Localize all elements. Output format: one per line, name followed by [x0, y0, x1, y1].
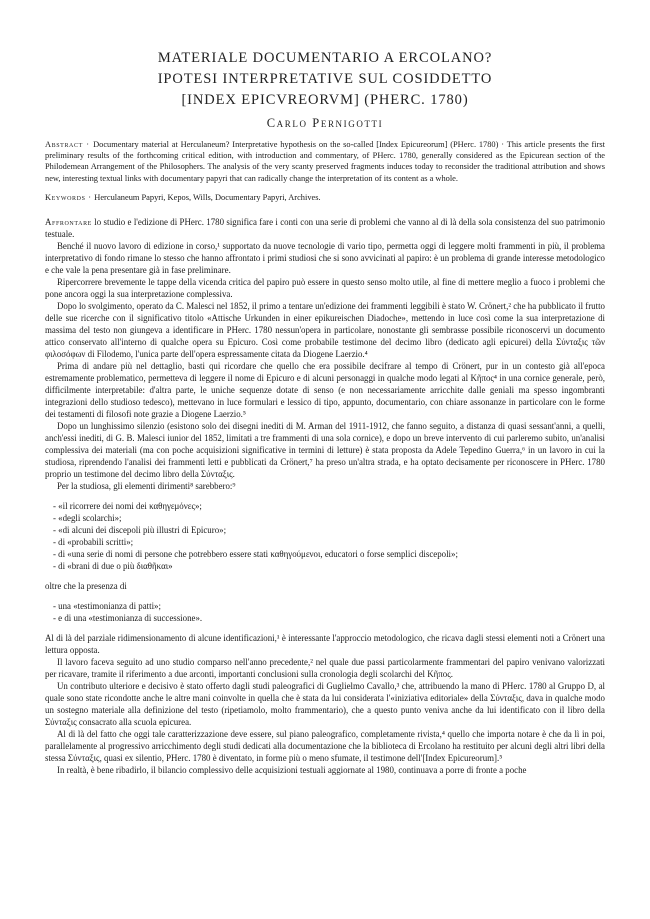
abstract	[45, 139, 605, 184]
paragraph: Prima di andare più nel dettaglio, basti qui ricordare che quello che era possibile decifrare al tempo di Crönert, pur in un contesto già all'epoca estremamente problematico, permetteva di leggere il nome di Epicuro e di alcuni personaggi in qualche modo legati al Κῆπος⁴ in una cornice generale, però, difficilmente interpretabile: d'altra parte, le uniche sequenze dotate di senso (e non necessariamente arricchite dalle geniali ma spesso ingombranti integrazioni dello studioso tedesco), mettevano in luce formulari e lessico di tipo, appunto, documentario, con chiare assonanze in particolare con le forme dei testamenti di filosofi note grazie a Diogene Laerzio.⁵	[45, 360, 605, 419]
keywords	[45, 192, 605, 203]
article-title	[45, 48, 605, 111]
list-item: - una «testimonianza di patti»;	[53, 600, 161, 611]
title-line-2: IPOTESI INTERPRETATIVE SUL COSIDDETTO	[157, 71, 493, 87]
list-item: - di «una serie di nomi di persone che potrebbero essere stati καθηγούμενοι, educatori o forse semplici discepoli»;	[53, 548, 458, 559]
list-item: - «il ricorrere dei nomi dei καθηγεμόνες»;	[53, 500, 202, 511]
keywords-text: Herculaneum Papyri, Kepos, Wills, Documentary Papyri, Archives.	[94, 192, 321, 202]
paragraph: Dopo un lunghissimo silenzio (esistono solo dei disegni inediti di M. Arman del 1911-1912, che fanno seguito, a distanza di quasi sessant'anni, a quelli, anch'essi inediti, di G. B. Malesci iunior del 1852, limitati a tre frammenti di una sola cornice), e dopo un breve intervento di cui parleremo subito, un'analisi complessiva dei materiali (ma con poche acquisizioni significative in termini di letture) è stata proposta da Adele Tepedino Guerra,⁶ in un lavoro in cui la studiosa, riprendendo l'analisi dei frammenti letti e pubblicati da Crönert,⁷ ha preso un'altra strada, e ha optato decisamente per riconoscere in PHerc. 1780 proprio un testimone del decimo libro della Σύνταξις.	[45, 420, 605, 479]
paragraph: Al di là del parziale ridimensionamento di alcune identificazioni,¹ è interessante l'approccio metodologico, che ricava dagli stessi elementi noti a Crönert una lettura opposta.	[45, 632, 605, 655]
title-line-1: MATERIALE DOCUMENTARIO A ERCOLANO?	[157, 50, 493, 66]
title-line-3: [INDEX EPICVREORVM] (PHERC. 1780)	[181, 92, 469, 108]
list-item: - e di una «testimonianza di successione».	[53, 612, 203, 623]
paragraph: Per la studiosa, gli elementi dirimenti⁸ sarebbero:⁹	[57, 480, 236, 491]
paragraph	[45, 216, 605, 240]
paragraph: Benché il nuovo lavoro di edizione in corso,¹ supportato da nuove tecnologie di vario tipo, permetta oggi di leggere molti frammenti in più, il problema interpretativo di fondo rimane lo stesso che hanno affrontato i primi studiosi che si sono avvicinati al papiro: è un problema di grande interesse metodologico e che vale la pena presentare già in fase preliminare.	[45, 240, 605, 275]
page	[45, 48, 605, 776]
paragraph: Il lavoro faceva seguito ad uno studio comparso nell'anno precedente,² nel quale due passi particolarmente frammentari del papiro venivano valorizzati per ricavare, tramite il riferimento a due arconti, importanti conclusioni sulla cronologia degli scolarchi del Κῆπος.	[45, 656, 605, 679]
lead-word: Affrontare	[45, 216, 92, 227]
abstract-label: Abstract ·	[45, 140, 94, 149]
paragraph: Al di là del fatto che oggi tale caratterizzazione deve essere, sul piano paleografico, completamente rivista,⁴ quello che importa notare è che da lì in poi, parallelamente al progressivo arricchimento degli studi dedicati alla documentazione che la biblioteca di Ercolano ha restituito per alcuni degli altri libri della stessa Σύνταξις, quasi ex silentio, PHerc. 1780 è diventato, in forme più o meno sfumate, il testimone dell'[Index Epicureorum].⁵	[45, 728, 605, 763]
paragraph: Un contributo ulteriore e decisivo è stato offerto dagli studi paleografici di Guglielmo Cavallo,³ che, attribuendo la mano di PHerc. 1780 al Gruppo D, al quale sono state ricondotte anche le altre mani coinvolte in quella che è stata da lui considerata l'«iniziativa editoriale» della Σύνταξις, dava in qualche modo un sostegno materiale alla definizione del testo (ripetiamolo, molto frammentario), che a questo punto veniva anche da lui identificato con il libro della Σύνταξις consacrato alla scuola epicurea.	[45, 680, 605, 727]
abstract-text: Documentary material at Herculaneum? Interpretative hypothesis on the so-called [Index Epicureorum] (PHerc. 1780) · This article presents the first preliminary results of the forthcoming critical edition, with introduction and commentary, of PHerc. 1780, generally considered as the Epicurean section of the Philodemean Arrangement of the Philosophers. The analysis of the very scanty preserved fragments induces today to reconsider the traditional attribution and shows new, interesting textual links with documentary papyri that can radically change the interpretation of its content as a whole.	[45, 140, 605, 183]
paragraph: Ripercorrere brevemente le tappe della vicenda critica del papiro può essere in questo senso molto utile, al fine di mettere meglio a fuoco i problemi che pone ancora oggi la sua interpretazione complessiva.	[45, 276, 605, 299]
author-name: Carlo Pernigotti	[266, 116, 384, 130]
list-item: - «degli scolarchi»;	[53, 512, 122, 523]
list-item: - di «probabili scritti»;	[53, 536, 134, 547]
testimony-list	[45, 600, 605, 624]
criteria-list	[45, 500, 605, 572]
list-item: - di «brani di due o più διαθῆκαι»	[53, 560, 173, 571]
article-body	[45, 216, 605, 776]
paragraph: oltre che la presenza di	[45, 580, 127, 591]
keywords-label: Keywords ·	[45, 192, 95, 202]
paragraph: Dopo lo svolgimento, operato da C. Malesci nel 1852, il primo a tentare un'edizione dei frammenti leggibili è stato W. Crönert,² che ha pubblicato il frutto delle sue ricerche con il significativo titolo «Attische Urkunden in einer epikureischen Diadoche», mettendo in luce così come la sua interpretazione di massima del testo non giungeva a identificare in PHerc. 1780 nessun'opera in particolare, nonostante gli sembrasse possibile riconoscervi un documento attico conservato all'interno di qualche opera su Epicuro. Così come probabile testimone del decimo libro (dedicato agli epicurei) della Σύνταξις τῶν φιλοσόφων di Filodemo, l'unica parte dell'opera espressamente citata da Diogene Laerzio.⁴	[45, 300, 605, 359]
list-item: - «di alcuni dei discepoli più illustri di Epicuro»;	[53, 524, 227, 535]
paragraph-text: lo studio e l'edizione di PHerc. 1780 significa fare i conti con una serie di problemi che vanno al di là della sola consistenza del suo patrimonio testuale.	[45, 216, 605, 239]
paragraph: In realtà, è bene ribadirlo, il bilancio complessivo delle acquisizioni testuali aggiornate al 1980, continuava a porre di fronte a poche	[57, 764, 527, 775]
